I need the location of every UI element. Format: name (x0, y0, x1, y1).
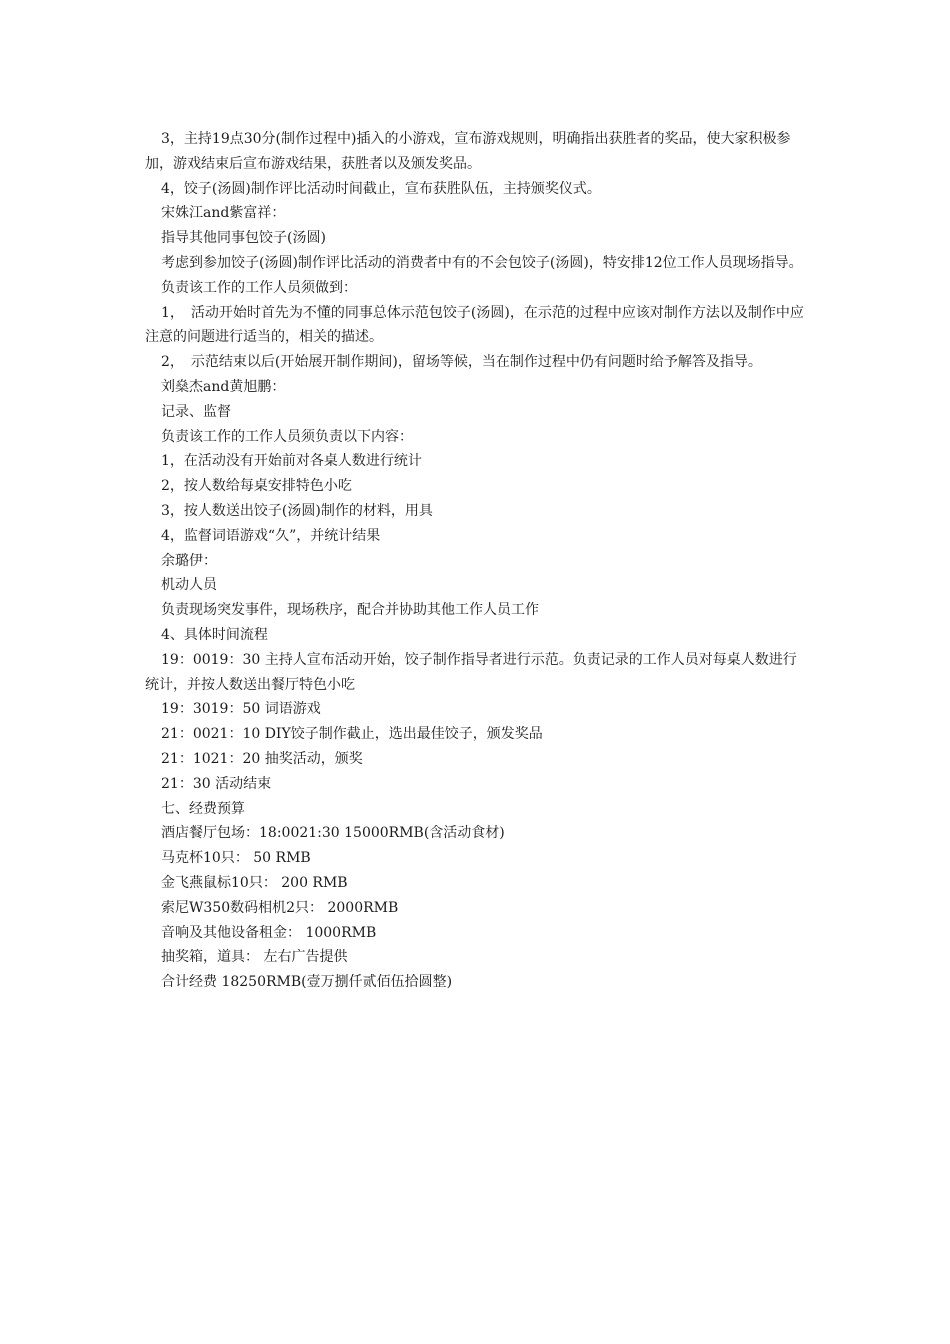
paragraph: 马克杯10只： 50 RMB (161, 850, 311, 867)
paragraph: 1， 活动开始时首先为不懂的同事总体示范包饺子(汤圆)，在示范的过程中应该对制作方法以及制作中应注意的问题进行适当的，相关的描述。 (145, 304, 804, 346)
paragraph: 负责现场突发事件，现场秩序，配合并协助其他工作人员工作 (161, 602, 539, 619)
paragraph: 19：0019：30 主持人宣布活动开始，饺子制作指导者进行示范。负责记录的工作人员对每桌人数进行统计，并按人数送出餐厅特色小吃 (145, 651, 797, 693)
paragraph: 金飞燕鼠标10只： 200 RMB (161, 874, 348, 891)
paragraph: 机动人员 (161, 577, 217, 594)
paragraph: 七、经费预算 (161, 800, 245, 817)
paragraph: 4，监督词语游戏“久”，并统计结果 (161, 527, 381, 544)
paragraph: 负责该工作的工作人员须负责以下内容： (161, 428, 413, 445)
paragraph: 4、具体时间流程 (161, 626, 268, 643)
paragraph: 酒店餐厅包场：18:0021:30 15000RMB(含活动食材) (161, 825, 505, 842)
paragraph: 2，按人数给每桌安排特色小吃 (161, 478, 352, 495)
paragraph: 抽奖箱，道具： 左右广告提供 (161, 949, 348, 966)
paragraph: 3，主持19点30分(制作过程中)插入的小游戏，宣布游戏规则，明确指出获胜者的奖品，使大家积极参加，游戏结束后宣布游戏结果，获胜者以及颁发奖品。 (145, 131, 791, 172)
paragraph: 合计经费 18250RMB(壹万捌仟贰佰伍拾圆整) (161, 974, 453, 991)
paragraph: 指导其他同事包饺子(汤圆) (161, 230, 326, 247)
paragraph: 考虑到参加饺子(汤圆)制作评比活动的消费者中有的不会包饺子(汤圆)，特安排12位工作人员现场指导。 (161, 254, 803, 271)
paragraph: 负责该工作的工作人员须做到： (161, 279, 357, 296)
paragraph: 音响及其他设备租金： 1000RMB (161, 924, 377, 941)
paragraph: 19：3019：50 词语游戏 (161, 701, 321, 718)
paragraph: 21：30 活动结束 (161, 775, 272, 792)
paragraph: 刘燊杰and黄旭鹏： (161, 378, 286, 395)
document-body (145, 127, 810, 995)
paragraph: 2， 示范结束以后(开始展开制作期间)，留场等候，当在制作过程中仍有问题时给予解答及指导。 (161, 354, 762, 371)
paragraph: 宋姝江and紫富祥： (161, 205, 286, 222)
paragraph: 记录、监督 (161, 403, 231, 420)
paragraph: 3，按人数送出饺子(汤圆)制作的材料，用具 (161, 502, 433, 519)
paragraph: 21：1021：20 抽奖活动，颁奖 (161, 750, 363, 767)
paragraph: 21：0021：10 DIY饺子制作截止，选出最佳饺子，颁发奖品 (161, 726, 543, 743)
paragraph: 索尼W350数码相机2只： 2000RMB (161, 899, 399, 916)
paragraph: 余璐伊： (161, 552, 217, 569)
paragraph: 4，饺子(汤圆)制作评比活动时间截止，宣布获胜队伍，主持颁奖仪式。 (161, 180, 601, 197)
paragraph: 1，在活动没有开始前对各桌人数进行统计 (161, 453, 422, 470)
